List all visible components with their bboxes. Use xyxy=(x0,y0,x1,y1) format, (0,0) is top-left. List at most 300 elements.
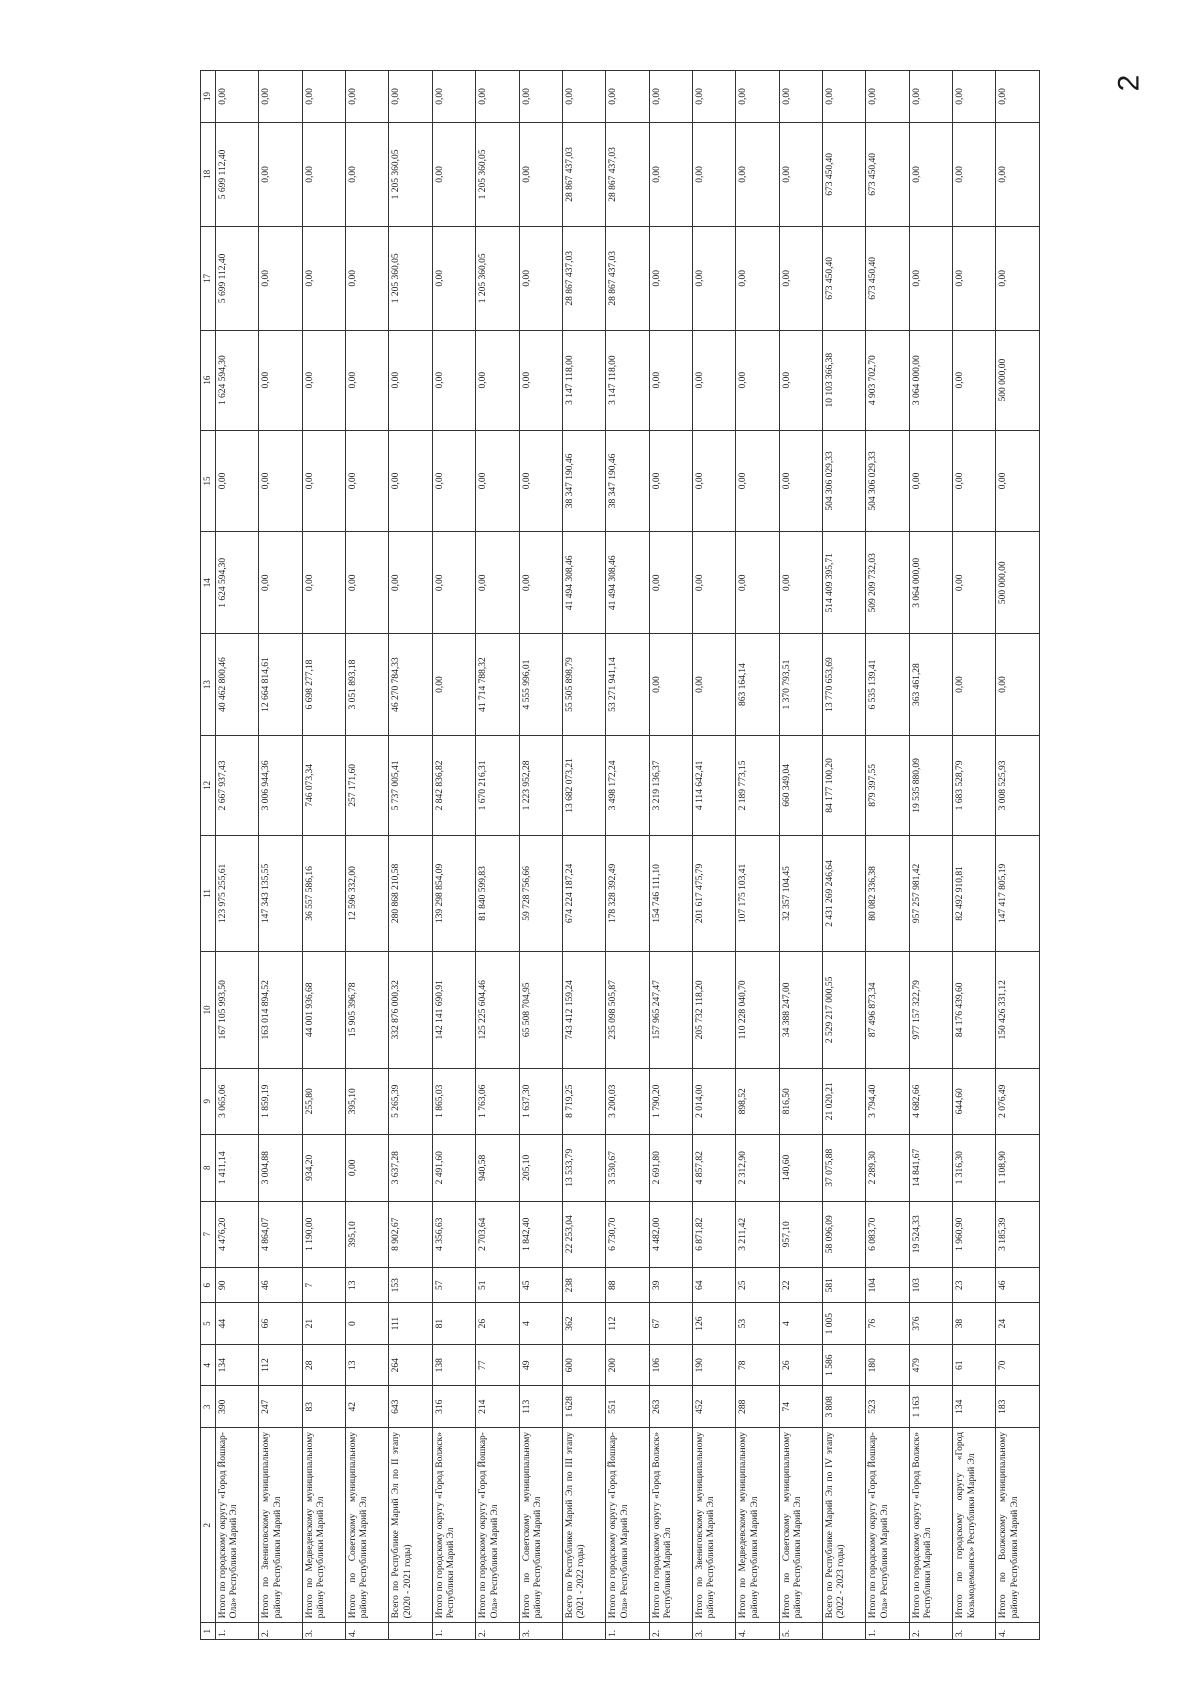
table-cell: 140,60 xyxy=(779,1135,822,1202)
table-cell: 6 083,70 xyxy=(866,1201,909,1268)
table-cell: 41 714 788,32 xyxy=(476,634,519,736)
table-cell: 2 667 937,43 xyxy=(216,736,259,836)
table-cell: 44 xyxy=(216,1303,259,1345)
row-index: 2. xyxy=(909,1623,952,1640)
table-cell: 205,10 xyxy=(519,1135,562,1202)
table-cell: 0,00 xyxy=(909,226,952,330)
table-cell: 0,00 xyxy=(649,430,692,532)
row-index: 4. xyxy=(736,1623,779,1640)
table-cell: 0,00 xyxy=(953,71,996,123)
table-cell: 26 xyxy=(779,1344,822,1386)
table-cell: 0,00 xyxy=(389,430,432,532)
table-cell: 2 842 836,82 xyxy=(432,736,475,836)
table-cell: 0,00 xyxy=(346,71,389,123)
row-label: Итого по Советскому муниципальному району Республики Марий Эл xyxy=(779,1428,822,1623)
table-cell: 1 637,30 xyxy=(519,1068,562,1135)
table-cell: 0,00 xyxy=(519,71,562,123)
table-cell: 3 498 172,24 xyxy=(606,736,649,836)
row-index: 5. xyxy=(779,1623,822,1640)
table-cell: 200 xyxy=(606,1344,649,1386)
table-cell: 879 397,55 xyxy=(866,736,909,836)
table-cell: 264 xyxy=(389,1344,432,1386)
table-cell: 0,00 xyxy=(259,330,302,430)
table-cell: 205 732 118,20 xyxy=(692,952,735,1068)
table-cell: 42 xyxy=(346,1386,389,1428)
table-cell: 0,00 xyxy=(649,122,692,226)
table-cell: 940,58 xyxy=(476,1135,519,1202)
col-header: 15 xyxy=(201,430,216,532)
table-cell: 1 960,90 xyxy=(953,1201,996,1268)
table-cell: 125 225 604,46 xyxy=(476,952,519,1068)
table-cell: 0,00 xyxy=(779,122,822,226)
table-cell: 581 xyxy=(823,1268,866,1303)
table-cell: 1 628 xyxy=(562,1386,605,1428)
table-cell: 2 289,30 xyxy=(866,1135,909,1202)
table-cell: 41 494 308,46 xyxy=(606,532,649,634)
table-cell: 934,20 xyxy=(302,1135,345,1202)
table-cell: 38 347 190,46 xyxy=(606,430,649,532)
table-cell: 0,00 xyxy=(736,430,779,532)
table-cell: 23 xyxy=(953,1268,996,1303)
table-cell: 5 265,39 xyxy=(389,1068,432,1135)
table-cell: 673 450,40 xyxy=(823,122,866,226)
table-cell: 238 xyxy=(562,1268,605,1303)
table-cell: 1 670 216,31 xyxy=(476,736,519,836)
table-cell: 4 xyxy=(779,1303,822,1345)
table-cell: 134 xyxy=(216,1344,259,1386)
table-cell: 863 164,14 xyxy=(736,634,779,736)
table-cell: 2 076,49 xyxy=(996,1068,1040,1135)
table-cell: 0,00 xyxy=(346,430,389,532)
table-cell: 139 298 854,09 xyxy=(432,835,475,951)
table-cell: 3 185,39 xyxy=(996,1201,1040,1268)
table-cell: 0,00 xyxy=(432,226,475,330)
table-cell: 3 637,28 xyxy=(389,1135,432,1202)
table-cell: 3 147 118,00 xyxy=(562,330,605,430)
table-cell: 32 357 104,45 xyxy=(779,835,822,951)
row-label: Итого по Звениговскому муниципальному району Республики Марий Эл xyxy=(259,1428,302,1623)
row-index: 2. xyxy=(649,1623,692,1640)
table-cell: 3 064 000,00 xyxy=(909,330,952,430)
table-cell: 53 xyxy=(736,1303,779,1345)
table-cell: 34 388 247,00 xyxy=(779,952,822,1068)
table-cell: 0,00 xyxy=(649,634,692,736)
table-cell: 90 xyxy=(216,1268,259,1303)
col-header: 11 xyxy=(201,835,216,951)
table-cell: 4 482,00 xyxy=(649,1201,692,1268)
table-cell: 13 533,79 xyxy=(562,1135,605,1202)
row-label: Всего по Республике Марий Эл по IV этапу (2022 - 2023 годы) xyxy=(823,1428,866,1623)
table-cell: 673 450,40 xyxy=(866,122,909,226)
table-cell: 84 177 100,20 xyxy=(823,736,866,836)
table-cell: 551 xyxy=(606,1386,649,1428)
table-cell: 104 xyxy=(866,1268,909,1303)
table-cell: 76 xyxy=(866,1303,909,1345)
table-cell: 0,00 xyxy=(519,532,562,634)
row-index: 4. xyxy=(346,1623,389,1640)
table-cell: 1 683 528,79 xyxy=(953,736,996,836)
table-cell: 0,00 xyxy=(519,330,562,430)
row-label: Итого по Звениговскому муниципальному району Республики Марий Эл xyxy=(692,1428,735,1623)
table-cell: 452 xyxy=(692,1386,735,1428)
table-cell: 70 xyxy=(996,1344,1040,1386)
table-cell: 180 xyxy=(866,1344,909,1386)
table-cell: 81 840 599,83 xyxy=(476,835,519,951)
table-cell: 600 xyxy=(562,1344,605,1386)
col-header: 4 xyxy=(201,1344,216,1386)
table-cell: 0,00 xyxy=(649,330,692,430)
table-cell: 201 617 475,79 xyxy=(692,835,735,951)
table-cell: 0,00 xyxy=(953,634,996,736)
col-header: 12 xyxy=(201,736,216,836)
table-row xyxy=(606,71,649,1640)
table-cell: 2 312,90 xyxy=(736,1135,779,1202)
table-cell: 13 682 073,21 xyxy=(562,736,605,836)
table-row xyxy=(996,71,1040,1640)
table-cell: 3 808 xyxy=(823,1386,866,1428)
table-cell: 2 431 269 246,64 xyxy=(823,835,866,951)
table-cell: 4 xyxy=(519,1303,562,1345)
table-cell: 395,10 xyxy=(346,1201,389,1268)
table-cell: 0,00 xyxy=(736,532,779,634)
table-cell: 263 xyxy=(649,1386,692,1428)
table-cell: 0,00 xyxy=(692,634,735,736)
table-cell: 0,00 xyxy=(302,330,345,430)
table-cell: 395,10 xyxy=(346,1068,389,1135)
table-cell: 2 189 773,15 xyxy=(736,736,779,836)
table-cell: 0,00 xyxy=(996,122,1040,226)
table-cell: 74 xyxy=(779,1386,822,1428)
table-cell: 61 xyxy=(953,1344,996,1386)
table-cell: 0,00 xyxy=(953,330,996,430)
table-cell: 1 586 xyxy=(823,1344,866,1386)
table-cell: 479 xyxy=(909,1344,952,1386)
table-cell: 500 000,00 xyxy=(996,532,1040,634)
table-cell: 112 xyxy=(606,1303,649,1345)
table-cell: 643 xyxy=(389,1386,432,1428)
housing-program-table xyxy=(200,70,1040,1640)
table-cell: 0,00 xyxy=(736,226,779,330)
table-cell: 0,00 xyxy=(346,226,389,330)
table-cell: 82 492 910,81 xyxy=(953,835,996,951)
col-header: 8 xyxy=(201,1135,216,1202)
table-cell: 0,00 xyxy=(736,122,779,226)
row-index: 2. xyxy=(476,1623,519,1640)
table-cell: 0,00 xyxy=(519,226,562,330)
table-cell: 46 270 784,33 xyxy=(389,634,432,736)
table-cell: 51 xyxy=(476,1268,519,1303)
table-cell: 12 664 814,61 xyxy=(259,634,302,736)
table-cell: 190 xyxy=(692,1344,735,1386)
table-cell: 4 476,20 xyxy=(216,1201,259,1268)
table-cell: 5 699 112,40 xyxy=(216,122,259,226)
table-cell: 673 450,40 xyxy=(866,226,909,330)
table-cell: 523 xyxy=(866,1386,909,1428)
table-cell: 504 306 029,33 xyxy=(866,430,909,532)
table-cell: 12 596 332,00 xyxy=(346,835,389,951)
table-cell: 255,80 xyxy=(302,1068,345,1135)
table-cell: 504 306 029,33 xyxy=(823,430,866,532)
row-index: 2. xyxy=(259,1623,302,1640)
table-cell: 3 530,67 xyxy=(606,1135,649,1202)
table-cell: 1 005 xyxy=(823,1303,866,1345)
table-cell: 0,00 xyxy=(432,634,475,736)
table-cell: 106 xyxy=(649,1344,692,1386)
table-cell: 8 719,25 xyxy=(562,1068,605,1135)
table-cell: 13 770 653,69 xyxy=(823,634,866,736)
table-cell: 19 535 880,09 xyxy=(909,736,952,836)
table-cell: 4 356,63 xyxy=(432,1201,475,1268)
table-cell: 0,00 xyxy=(476,532,519,634)
table-cell: 2 703,64 xyxy=(476,1201,519,1268)
table-cell: 500 000,00 xyxy=(996,330,1040,430)
table-row xyxy=(519,71,562,1640)
table-cell: 2 491,60 xyxy=(432,1135,475,1202)
row-index: 3. xyxy=(519,1623,562,1640)
table-row xyxy=(346,71,389,1640)
table-cell: 142 141 690,91 xyxy=(432,952,475,1068)
table-row xyxy=(389,71,432,1640)
table-cell: 6 698 277,18 xyxy=(302,634,345,736)
table-cell: 0,00 xyxy=(779,330,822,430)
table-cell: 0,00 xyxy=(432,532,475,634)
table-cell: 0,00 xyxy=(519,430,562,532)
table-cell: 214 xyxy=(476,1386,519,1428)
table-cell: 21 020,21 xyxy=(823,1068,866,1135)
col-header: 19 xyxy=(201,71,216,123)
table-row xyxy=(692,71,735,1640)
table-cell: 0,00 xyxy=(389,330,432,430)
table-cell: 84 176 439,60 xyxy=(953,952,996,1068)
col-header: 18 xyxy=(201,122,216,226)
table-cell: 0,00 xyxy=(996,226,1040,330)
table-cell: 87 496 873,34 xyxy=(866,952,909,1068)
row-label: Итого по городскому округу «Город Йошкар-Ола» Республики Марий Эл xyxy=(606,1428,649,1623)
table-cell: 167 105 993,50 xyxy=(216,952,259,1068)
row-index: 1. xyxy=(866,1623,909,1640)
table-cell: 8 902,67 xyxy=(389,1201,432,1268)
row-label: Итого по городскому округу «Город Волжск» Республики Марий Эл xyxy=(909,1428,952,1623)
table-cell: 37 075,88 xyxy=(823,1135,866,1202)
table-cell: 1 205 360,05 xyxy=(476,122,519,226)
table-cell: 4 114 642,41 xyxy=(692,736,735,836)
table-cell: 3 200,03 xyxy=(606,1068,649,1135)
table-cell: 0,00 xyxy=(476,330,519,430)
table-cell: 0,00 xyxy=(216,430,259,532)
table-cell: 362 xyxy=(562,1303,605,1345)
table-cell: 25 xyxy=(736,1268,779,1303)
table-cell: 0,00 xyxy=(909,122,952,226)
table-cell: 153 xyxy=(389,1268,432,1303)
table-cell: 46 xyxy=(259,1268,302,1303)
row-index xyxy=(562,1623,605,1640)
table-row xyxy=(259,71,302,1640)
table-cell: 0,00 xyxy=(692,122,735,226)
table-cell: 157 965 247,47 xyxy=(649,952,692,1068)
row-index: 1. xyxy=(606,1623,649,1640)
table-cell: 183 xyxy=(996,1386,1040,1428)
row-label: Итого по городскому округу «Город Йошкар-Ола» Республики Марий Эл xyxy=(476,1428,519,1623)
row-label: Итого по Советскому муниципальному району Республики Марий Эл xyxy=(346,1428,389,1623)
table-cell: 26 xyxy=(476,1303,519,1345)
row-label: Итого по Советскому муниципальному району Республики Марий Эл xyxy=(519,1428,562,1623)
table-row xyxy=(953,71,996,1640)
table-cell: 6 535 139,41 xyxy=(866,634,909,736)
table-cell: 0,00 xyxy=(779,71,822,123)
table-cell: 1 108,90 xyxy=(996,1135,1040,1202)
table-cell: 10 103 366,38 xyxy=(823,330,866,430)
table-cell: 57 xyxy=(432,1268,475,1303)
table-cell: 0,00 xyxy=(302,226,345,330)
table-cell: 59 728 756,66 xyxy=(519,835,562,951)
table-cell: 178 328 392,49 xyxy=(606,835,649,951)
table-cell: 0,00 xyxy=(692,532,735,634)
table-cell: 363 461,28 xyxy=(909,634,952,736)
table-row xyxy=(736,71,779,1640)
table-cell: 247 xyxy=(259,1386,302,1428)
table-cell: 5 737 005,41 xyxy=(389,736,432,836)
page-number: 2 xyxy=(1112,74,1146,92)
table-cell: 0,00 xyxy=(259,532,302,634)
table-cell: 64 xyxy=(692,1268,735,1303)
table-cell: 1 190,00 xyxy=(302,1201,345,1268)
table-cell: 0 xyxy=(346,1303,389,1345)
table-cell: 13 xyxy=(346,1268,389,1303)
table-cell: 0,00 xyxy=(259,71,302,123)
row-label: Итого по городскому округу «Город Йошкар-Ола» Республики Марий Эл xyxy=(216,1428,259,1623)
col-header: 7 xyxy=(201,1201,216,1268)
table-cell: 6 871,82 xyxy=(692,1201,735,1268)
table-cell: 1 865,03 xyxy=(432,1068,475,1135)
table-cell: 4 864,07 xyxy=(259,1201,302,1268)
table-cell: 38 347 190,46 xyxy=(562,430,605,532)
table-cell: 0,00 xyxy=(779,430,822,532)
table-cell: 0,00 xyxy=(302,122,345,226)
table-cell: 0,00 xyxy=(953,122,996,226)
table-cell: 0,00 xyxy=(996,634,1040,736)
table-cell: 0,00 xyxy=(996,430,1040,532)
table-cell: 0,00 xyxy=(692,226,735,330)
table-cell: 3 219 136,37 xyxy=(649,736,692,836)
table-cell: 1 624 594,30 xyxy=(216,330,259,430)
row-label: Итого по Медведевскому муниципальному району Республики Марий Эл xyxy=(736,1428,779,1623)
table-cell: 2 691,80 xyxy=(649,1135,692,1202)
table-cell: 1 624 594,30 xyxy=(216,532,259,634)
table-cell: 36 557 586,16 xyxy=(302,835,345,951)
table-row xyxy=(909,71,952,1640)
table-cell: 3 211,42 xyxy=(736,1201,779,1268)
table-row xyxy=(216,71,259,1640)
table-cell: 134 xyxy=(953,1386,996,1428)
table-cell: 280 868 210,58 xyxy=(389,835,432,951)
table-cell: 1 205 360,05 xyxy=(476,226,519,330)
table-cell: 0,00 xyxy=(606,71,649,123)
table-cell: 0,00 xyxy=(346,1135,389,1202)
table-cell: 509 209 732,03 xyxy=(866,532,909,634)
table-cell: 2 529 217 000,55 xyxy=(823,952,866,1068)
table-cell: 39 xyxy=(649,1268,692,1303)
table-cell: 4 682,66 xyxy=(909,1068,952,1135)
table-cell: 77 xyxy=(476,1344,519,1386)
table-cell: 660 349,04 xyxy=(779,736,822,836)
table-cell: 0,00 xyxy=(649,71,692,123)
table-cell: 1 790,20 xyxy=(649,1068,692,1135)
table-cell: 0,00 xyxy=(476,430,519,532)
table-cell: 0,00 xyxy=(476,71,519,123)
row-label: Итого по городскому округу «Город Волжск» Республики Марий Эл xyxy=(649,1428,692,1623)
table-cell: 0,00 xyxy=(692,330,735,430)
table-cell: 38 xyxy=(953,1303,996,1345)
table-cell: 0,00 xyxy=(389,532,432,634)
table-cell: 2 014,00 xyxy=(692,1068,735,1135)
table-cell: 0,00 xyxy=(909,430,952,532)
table-cell: 1 223 952,28 xyxy=(519,736,562,836)
table-cell: 0,00 xyxy=(823,71,866,123)
table-cell: 0,00 xyxy=(953,226,996,330)
table-cell: 28 867 437,03 xyxy=(562,226,605,330)
table-cell: 1 205 360,05 xyxy=(389,122,432,226)
table-cell: 58 096,09 xyxy=(823,1201,866,1268)
table-rotator xyxy=(200,70,1040,1640)
table-cell: 0,00 xyxy=(909,71,952,123)
table-cell: 55 505 898,79 xyxy=(562,634,605,736)
row-index xyxy=(823,1623,866,1640)
table-cell: 0,00 xyxy=(996,71,1040,123)
table-cell: 288 xyxy=(736,1386,779,1428)
table-cell: 3 008 525,93 xyxy=(996,736,1040,836)
table-cell: 1 205 360,05 xyxy=(389,226,432,330)
table-cell: 3 006 944,36 xyxy=(259,736,302,836)
table-cell: 3 065,06 xyxy=(216,1068,259,1135)
table-row xyxy=(779,71,822,1640)
col-header: 5 xyxy=(201,1303,216,1345)
table-cell: 21 xyxy=(302,1303,345,1345)
table-cell: 0,00 xyxy=(346,330,389,430)
table-cell: 0,00 xyxy=(432,122,475,226)
table-cell: 0,00 xyxy=(432,71,475,123)
table-cell: 113 xyxy=(519,1386,562,1428)
table-cell: 7 xyxy=(302,1268,345,1303)
table-cell: 103 xyxy=(909,1268,952,1303)
table-cell: 0,00 xyxy=(736,71,779,123)
table-cell: 514 409 395,71 xyxy=(823,532,866,634)
table-cell: 22 253,04 xyxy=(562,1201,605,1268)
table-cell: 46 xyxy=(996,1268,1040,1303)
table-cell: 1 163 xyxy=(909,1386,952,1428)
col-header: 9 xyxy=(201,1068,216,1135)
table-cell: 0,00 xyxy=(302,532,345,634)
table-cell: 14 841,67 xyxy=(909,1135,952,1202)
table-row xyxy=(649,71,692,1640)
table-cell: 40 462 800,46 xyxy=(216,634,259,736)
table-cell: 0,00 xyxy=(302,71,345,123)
table-rotated-container xyxy=(200,70,1040,1640)
table-cell: 0,00 xyxy=(649,532,692,634)
table-cell: 0,00 xyxy=(389,71,432,123)
table-cell: 107 175 103,41 xyxy=(736,835,779,951)
table-cell: 0,00 xyxy=(736,330,779,430)
table-cell: 957,10 xyxy=(779,1201,822,1268)
table-cell: 49 xyxy=(519,1344,562,1386)
table-cell: 0,00 xyxy=(519,122,562,226)
table-cell: 746 073,34 xyxy=(302,736,345,836)
row-label: Итого по городскому округу «Город Волжск» Республики Марий Эл xyxy=(432,1428,475,1623)
table-cell: 898,52 xyxy=(736,1068,779,1135)
table-cell: 3 794,40 xyxy=(866,1068,909,1135)
table-cell: 28 xyxy=(302,1344,345,1386)
table-cell: 376 xyxy=(909,1303,952,1345)
table-cell: 44 001 936,68 xyxy=(302,952,345,1068)
